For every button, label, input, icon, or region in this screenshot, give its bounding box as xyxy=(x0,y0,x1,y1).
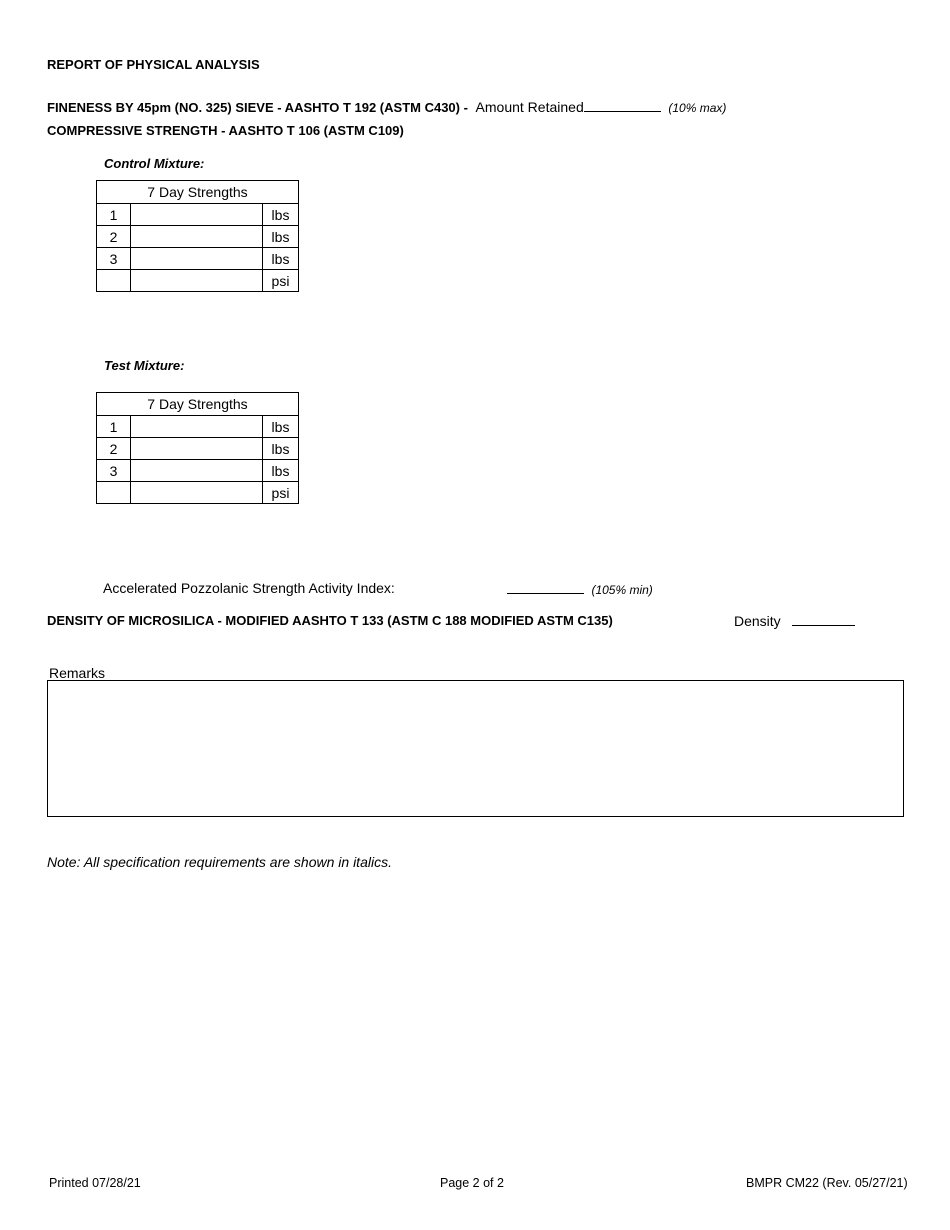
strength-value-cell[interactable] xyxy=(131,416,263,438)
strength-value-cell[interactable] xyxy=(131,270,263,292)
row-number xyxy=(97,270,131,292)
unit-label: psi xyxy=(263,482,299,504)
row-number: 1 xyxy=(97,416,131,438)
strength-value-cell[interactable] xyxy=(131,482,263,504)
unit-label: psi xyxy=(263,270,299,292)
strength-value-cell[interactable] xyxy=(131,248,263,270)
row-number: 3 xyxy=(97,248,131,270)
compressive-strength-heading: COMPRESSIVE STRENGTH - AASHTO T 106 (ASTM C109) xyxy=(47,123,404,138)
test-mixture-label: Test Mixture: xyxy=(104,358,185,373)
amount-retained-field[interactable] xyxy=(584,99,661,112)
unit-label: lbs xyxy=(263,438,299,460)
amount-retained-label: Amount Retained xyxy=(475,99,584,115)
row-number: 2 xyxy=(97,438,131,460)
table-row xyxy=(97,460,299,482)
table-row xyxy=(97,248,299,270)
density-heading: DENSITY OF MICROSILICA - MODIFIED AASHTO T 133 (ASTM C 188 MODIFIED ASTM C135) xyxy=(47,613,613,628)
activity-index-label: Accelerated Pozzolanic Strength Activity Index: xyxy=(103,580,395,596)
fineness-spec: (10% max) xyxy=(668,101,727,115)
remarks-label: Remarks xyxy=(49,665,106,681)
table-row xyxy=(97,270,299,292)
density-label: Density xyxy=(734,613,781,629)
test-table-header: 7 Day Strengths xyxy=(97,393,299,416)
page-number: Page 2 of 2 xyxy=(440,1176,504,1190)
control-table-header: 7 Day Strengths xyxy=(97,181,299,204)
table-row xyxy=(97,482,299,504)
unit-label: lbs xyxy=(263,460,299,482)
specification-note: Note: All specification requirements are shown in italics. xyxy=(47,854,392,870)
control-mixture-table xyxy=(96,180,299,292)
unit-label: lbs xyxy=(263,204,299,226)
table-row xyxy=(97,226,299,248)
form-id: BMPR CM22 (Rev. 05/27/21) xyxy=(746,1176,908,1190)
strength-value-cell[interactable] xyxy=(131,204,263,226)
row-number: 2 xyxy=(97,226,131,248)
density-field[interactable] xyxy=(792,613,855,626)
density-field-group xyxy=(734,613,855,629)
remarks-box[interactable] xyxy=(47,680,904,817)
strength-value-cell[interactable] xyxy=(131,460,263,482)
unit-label: lbs xyxy=(263,416,299,438)
row-number: 1 xyxy=(97,204,131,226)
table-row xyxy=(97,204,299,226)
report-title: REPORT OF PHYSICAL ANALYSIS xyxy=(47,57,260,72)
activity-index-field-group xyxy=(507,581,653,599)
unit-label: lbs xyxy=(263,248,299,270)
unit-label: lbs xyxy=(263,226,299,248)
activity-index-spec: (105% min) xyxy=(591,583,653,597)
fineness-heading: FINENESS BY 45pm (NO. 325) SIEVE - AASHTO T 192 (ASTM C430) - xyxy=(47,100,468,115)
row-number: 3 xyxy=(97,460,131,482)
activity-index-field[interactable] xyxy=(507,581,584,594)
test-mixture-table xyxy=(96,392,299,504)
table-row xyxy=(97,438,299,460)
printed-date: Printed 07/28/21 xyxy=(49,1176,141,1190)
row-number xyxy=(97,482,131,504)
strength-value-cell[interactable] xyxy=(131,438,263,460)
control-mixture-label: Control Mixture: xyxy=(104,156,205,171)
fineness-line xyxy=(47,99,726,115)
table-row xyxy=(97,416,299,438)
strength-value-cell[interactable] xyxy=(131,226,263,248)
